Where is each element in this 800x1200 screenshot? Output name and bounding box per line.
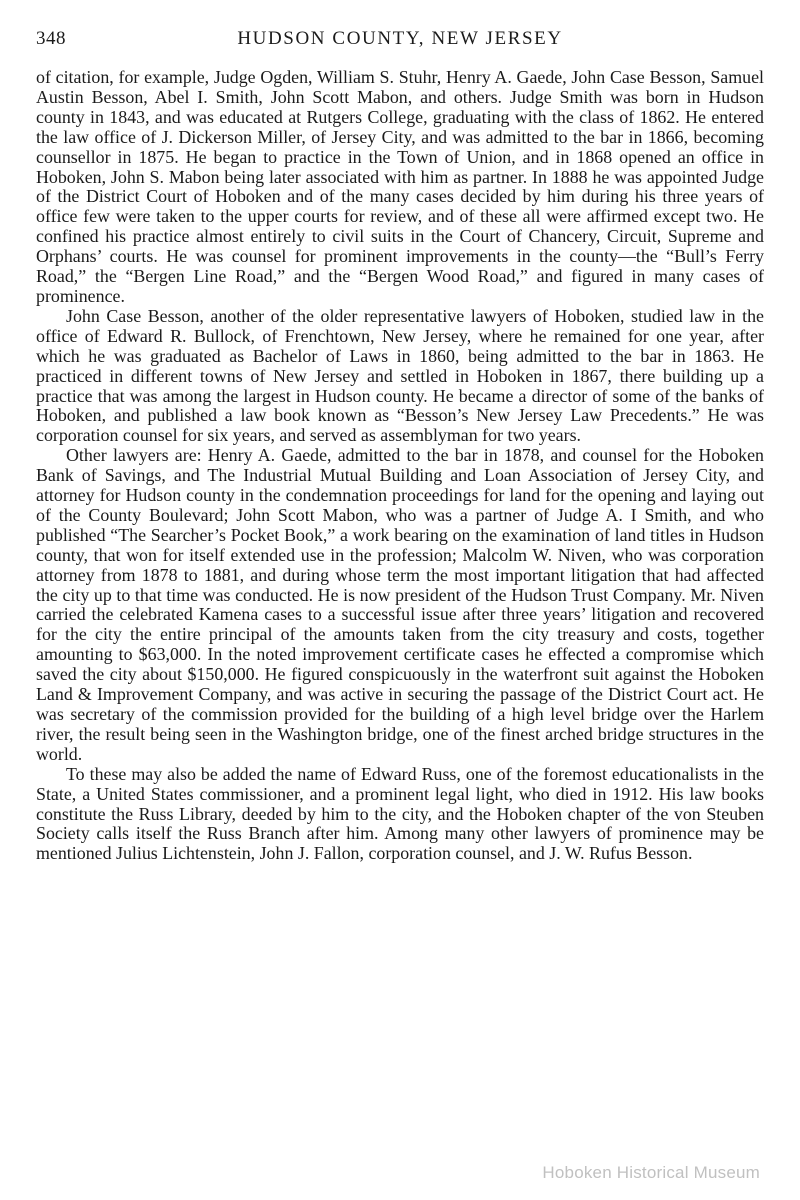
paragraph-other-lawyers: Other lawyers are: Henry A. Gaede, admitted to the bar in 1878, and counsel for the Hoboken Bank of Savings, and The Industrial Mutual Building and Loan Association of Jersey City, and attorney for Hudson county in the condemnation proceedings for land for the opening and laying out of the County Boulevard; John Scott Mabon, who was a partner of Judge A. I Smith, and who published “The Searcher’s Pocket Book,” a work bearing on the examination of land titles in Hudson county, that won for itself extended use in the profession; Malcolm W. Niven, who was corporation attorney from 1878 to 1881, and during whose term the most important litigation that had affected the city up to that time was conducted. He is now president of the Hudson Trust Company. Mr. Niven carried the celebrated Kamena cases to a successful issue after three years’ litigation and recovered for the city the entire principal of the amounts taken from the city treasury and costs, together amounting to $63,000. In the noted improvement certificate cases he effected a compromise which saved the city about $150,000. He figured conspicuously in the waterfront suit against the Hoboken Land & Improvement Company, and was active in securing the passage of the District Court act. He was secretary of the commission provided for the building of a high level bridge over the Harlem river, the result being seen in the Washington bridge, one of the finest arched bridge structures in the world. xyxy=(36,445,764,764)
page-number: 348 xyxy=(36,28,66,49)
museum-watermark: Hoboken Historical Museum xyxy=(542,1163,760,1182)
page-header xyxy=(36,26,764,56)
body-text xyxy=(36,68,764,864)
running-title: HUDSON COUNTY, NEW JERSEY xyxy=(237,28,563,49)
paragraph-john-case-besson: John Case Besson, another of the older representative lawyers of Hoboken, studied law in the office of Edward R. Bullock, of Frenchtown, New Jersey, where he remained for one year, after which he was graduated as Bachelor of Laws in 1860, being admitted to the bar in 1863. He practiced in different towns of New Jersey and settled in Hoboken in 1867, there building up a practice that was among the largest in Hudson county. He became a director of some of the banks of Hoboken, and published a law book known as “Besson’s New Jersey Law Precedents.” He was corporation counsel for six years, and served as assemblyman for two years. xyxy=(36,305,764,446)
paragraph-judge-smith: of citation, for example, Judge Ogden, William S. Stuhr, Henry A. Gaede, John Case Besson, Samuel Austin Besson, Abel I. Smith, John Scott Mabon, and others. Judge Smith was born in Hudson county in 1843, and was educated at Rutgers College, graduating with the class of 1862. He entered the law office of J. Dickerson Miller, of Jersey City, and was admitted to the bar in 1866, becoming counsellor in 1875. He began to practice in the Town of Union, and in 1868 opened an office in Hoboken, John S. Mabon being later associated with him as partner. In 1888 he was appointed Judge of the District Court of Hoboken and of the many cases decided by him during his three years of office few were taken to the upper courts for review, and of these all were affirmed except two. He confined his practice almost entirely to civil suits in the Court of Chancery, Circuit, Supreme and Orphans’ courts. He was counsel for prominent improvements in the county—the “Bull’s Ferry Road,” the “Bergen Line Road,” and the “Bergen Wood Road,” and figured in many cases of prominence. xyxy=(36,67,764,306)
book-page xyxy=(36,26,764,864)
paragraph-edward-russ: To these may also be added the name of Edward Russ, one of the foremost educationalists in the State, a United States commissioner, and a prominent legal light, who died in 1912. His law books constitute the Russ Library, deeded by him to the city, and the Hoboken chapter of the von Steuben Society calls itself the Russ Branch after him. Among many other lawyers of prominence may be mentioned Julius Lichtenstein, John J. Fallon, corporation counsel, and J. W. Rufus Besson. xyxy=(36,763,764,864)
